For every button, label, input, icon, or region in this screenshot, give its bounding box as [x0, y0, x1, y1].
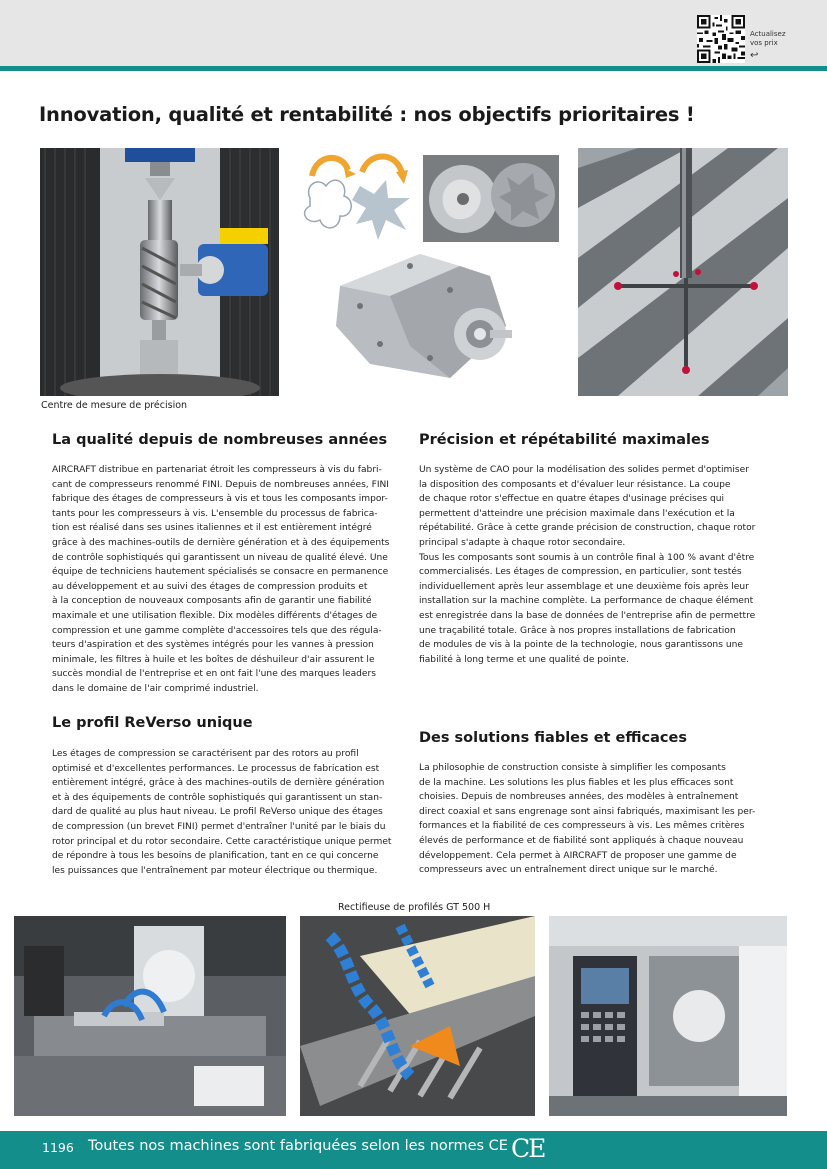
qr-code-icon[interactable] [697, 15, 745, 63]
photo-rotor-ends [423, 155, 559, 242]
text-line: choisies. Depuis de nombreuses années, des modèles à entraînement [419, 792, 739, 803]
text-line: rotor principal et du rotor secondaire. Cette caractéristique unique permet [52, 836, 392, 847]
text-line: dard de qualité au plus haut niveau. Le profil ReVerso unique des étages [52, 807, 383, 818]
text-line: les puissances que l'entraînement par moteur électrique ou thermique. [52, 865, 378, 876]
text-line: et à des équipements de contrôle sophistiqués qui garantissent un stan- [52, 792, 383, 803]
text-line: principal s'adapte à chaque rotor secondaire. [419, 537, 626, 548]
text-line: compresseurs avec un entraînement direct unique sur le marché. [419, 865, 718, 876]
qr-label-line2: vos prix [750, 39, 778, 47]
text-line: équipe de techniciens hautement spécialisés se consacre en permanence [52, 567, 389, 578]
text-line: dans le domaine de l'air comprimé industriel. [52, 683, 259, 694]
text-line: à la conception de nouveaux composants afin de garantir une fiabilité [52, 596, 372, 607]
section-heading-solutions: Des solutions fiables et efficaces [419, 730, 687, 746]
text-line: formances et la fiabilité de ces compresseurs à vis. Les mêmes critères [419, 821, 745, 832]
caption-grinder: Rectifieuse de profilés GT 500 H [338, 902, 491, 913]
text-line: Tous les composants sont soumis à un contrôle final à 100 % avant d'être [419, 552, 755, 563]
illustration-rotor-profiles [298, 146, 420, 242]
text-line: succès mondial de l'entreprise et en ont fait l'une des marques leaders [52, 669, 376, 680]
text-line: de contrôle sophistiqués qui garantissent un niveau de qualité élevé. Une [52, 552, 388, 563]
text-line: maximale et une utilisation flexible. Dix modèles différents d'étages de [52, 610, 378, 621]
text-line: est enregistrée dans la base de données de l'entreprise afin de permettre [419, 610, 756, 621]
text-line: direct coaxial et sans engrenage sont ainsi fabriqués, maximisant les per- [419, 806, 756, 817]
section-heading-reverso: Le profil ReVerso unique [52, 715, 253, 731]
text-line: de compression (un brevet FINI) permet d'entraîner l'unité par le biais du [52, 821, 386, 832]
text-line: teurs d'aspiration et des systèmes intégrés pour les vannes à pression [52, 640, 374, 651]
ce-mark-icon: CE [511, 1134, 545, 1163]
text-line: Un système de CAO pour la modélisation des solides permet d'optimiser [419, 465, 749, 475]
qr-label-line1: Actualisez [750, 30, 786, 38]
photo-machine-1 [14, 916, 286, 1116]
section-text-reverso [52, 747, 392, 878]
text-line: permettent d'atteindre une précision maximale dans l'exécution et la [419, 508, 735, 519]
header-accent-line [0, 66, 827, 71]
text-line: fiabilité à long terme et une qualité de pointe. [419, 654, 629, 665]
section-text-quality [52, 463, 392, 697]
text-line: La philosophie de construction consiste à simplifier les composants [419, 763, 726, 773]
text-line: individuellement après leur assemblage et une deuxième fois après leur [419, 581, 749, 592]
page-number: 1196 [42, 1140, 74, 1155]
text-line: compression et une gamme complète d'accessoires tels que des régula- [52, 625, 382, 636]
text-line: de modules de vis à la pointe de la technologie, nous garantissons une [419, 640, 743, 651]
text-line: répétabilité. Grâce à cette grande précision de construction, chaque rotor [419, 523, 756, 534]
photo-measuring-center [40, 148, 279, 396]
curved-arrow-icon: ↩ [750, 50, 759, 61]
section-heading-quality: La qualité depuis de nombreuses années [52, 432, 388, 448]
page-title: Innovation, qualité et rentabilité : nos objectifs prioritaires ! [39, 103, 695, 126]
photo-measuring-probe [578, 148, 788, 396]
text-line: une traçabilité totale. Grâce à nos propres installations de fabrication [419, 625, 736, 636]
text-line: élevés de performance et de fiabilité sont appliqués à chaque nouveau [419, 835, 744, 846]
text-line: de chaque rotor s'effectue en quatre étapes d'usinage précises qui [419, 494, 725, 505]
text-line: installation sur la machine complète. La performance de chaque élément [419, 596, 754, 607]
text-line: entièrement intégré, grâce à des machines-outils de dernière génération [52, 778, 385, 789]
footer-text: Toutes nos machines sont fabriquées selon les normes CE [88, 1138, 508, 1154]
text-line: la disposition des composants et d'évaluer leur résistance. La coupe [419, 479, 731, 490]
section-text-precision [419, 463, 759, 667]
text-line: de la machine. Les solutions les plus fiables et les plus efficaces sont [419, 777, 734, 788]
section-text-solutions [419, 761, 759, 878]
text-line: tion est réalisé dans ses usines italiennes et il est entièrement intégré [52, 523, 372, 534]
text-line: tants pour les compresseurs à vis. L'ensemble du processus de fabrica- [52, 508, 378, 519]
caption-measuring-center: Centre de mesure de précision [41, 400, 188, 411]
text-line: optimisé et d'excellentes performances. Le processus de fabrication est [52, 763, 380, 774]
text-line: AIRCRAFT distribue en partenariat étroit les compresseurs à vis du fabri- [52, 465, 382, 475]
text-line: minimale, les filtres à huile et les boîtes de déshuileur d'air assurent le [52, 654, 375, 665]
text-line: cant de compresseurs renommé FINI. Depuis de nombreuses années, FINI [52, 479, 389, 490]
text-line: grâce à des machines-outils de dernière génération et à des équipements [52, 537, 390, 548]
text-line: de répondre à tous les besoins de planification, tant en ce qui concerne [52, 851, 379, 862]
text-line: au développement et au suivi des étages de compression produits et [52, 581, 368, 592]
text-line: développement. Cela permet à AIRCRAFT de proposer une gamme de [419, 850, 737, 861]
text-line: Les étages de compression se caractérisent par des rotors au profil [52, 749, 359, 759]
photo-grinding-wheel [300, 916, 535, 1116]
text-line: commercialisés. Les étages de compression, en particulier, sont testés [419, 567, 742, 578]
text-line: fabrique des étages de compresseurs à vis et tous les composants impor- [52, 494, 388, 505]
section-heading-precision: Précision et répétabilité maximales [419, 432, 710, 448]
qr-label [750, 30, 800, 48]
photo-compressor-block [330, 246, 520, 386]
photo-cnc-grinder [549, 916, 787, 1116]
